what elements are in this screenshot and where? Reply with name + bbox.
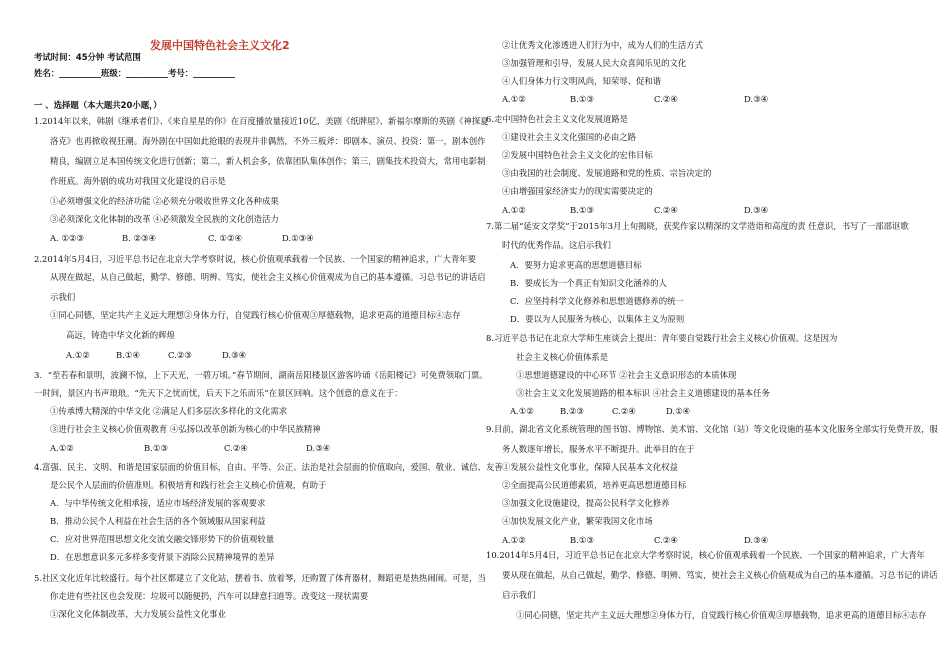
question-line: B．推动公民个人利益在社会生活的各个领域服从国家利益 [50,516,266,526]
question-line: 作班底。海外剧的成功对我国文化建设的启示是 [50,176,226,186]
question-line: ①同心同德，坚定共产主义远大理想②身体力行，自觉践行核心价值观③厚德载物，追求更高的道德目标④志存 [516,610,927,620]
question-line: ③由我国的社会制度、发展道路和党的性质、宗旨决定的 [502,168,712,178]
answer-option: C. ①②④ [208,233,242,243]
answer-option: C.②④ [654,535,678,545]
question-line: 务人数逐年增长，服务水平不断提升。此举目的在于 [502,444,695,454]
question-line: 时代的优秀作品。这启示我们 [502,240,611,250]
question-line: A．要努力追求更高的思想道德目标 [510,260,642,270]
question-line: ①思想道德建设的中心环节 ②社会主义意识形态的本质体现 [516,370,737,380]
answer-option: D.①④ [666,406,691,416]
answer-option: C.②④ [224,443,248,453]
answer-option: B. ②③④ [122,233,157,243]
answer-option: B.①④ [116,350,140,360]
question-line: C．应坚持科学文化修养和思想道德修养的统一 [510,296,684,306]
question-line: ③必须深化文化体制的改革 ④必须激发全民族的文化创造活力 [50,214,279,224]
question-line: ③加强管理和引导，发展人民大众喜闻乐见的文化 [502,58,687,68]
answer-option: D.③④ [222,350,247,360]
question-line: ③社会主义文化发展道路的根本标识 ④社会主义道德建设的基本任务 [516,388,770,398]
question-line: 6.走中国特色社会主义文化发展道路是 [486,114,628,124]
page-title: 发展中国特色社会主义文化2 [150,39,290,52]
question-line: ①传承博大精深的中华文化 ②满足人们多层次多样化的文化需求 [50,406,288,416]
question-line: D．要以为人民服务为核心，以集体主义为原则 [510,314,685,324]
question-line: ②发展中国特色社会主义文化的宏伟目标 [502,150,653,160]
answer-option: A.①② [66,350,90,360]
answer-option: D.①③④ [282,233,314,243]
answer-option: C.②③ [168,350,192,360]
question-line: 7.第二届“延安文学奖”于2015年3月上旬揭晓，获奖作家以精深的文学造诣和高度的责 任意识，书写了一部部讴歌 [486,221,909,231]
answer-option: A.①② [502,94,526,104]
question-line: 10.2014年5月4日，习近平总书记在北京大学考察时说，核心价值观承载着一个民族、一个国家的精神追求，广大青年 [486,550,925,560]
question-line: ①同心同德，坚定共产主义远大理想②身体力行，自觉践行核心价值观③厚德载物，追求更高的道德目标④志存 [50,310,461,320]
question-line: 9.目前，湖北省文化系统管理的图书馆、博物馆、美术馆、文化馆（站）等文化设施的基本文化服务全部实行免费开放，服 [486,424,938,434]
answer-option: B.①③ [144,443,168,453]
question-line: ④人们身体力行文明风尚，知荣辱、促和谐 [502,76,662,86]
question-line: 要从现在做起，从自己做起，勤学、修德、明辨、笃实，使社会主义核心价值观成为自己的基本遵循。习总书记的讲话 [502,570,938,580]
question-line: 精良，编剧立足本国传统文化进行创新；第二，新人机会多，依靠团队集体创作；第三，剧集技术投资大，常用电影制 [50,156,486,166]
answer-option: C.②④ [654,205,678,215]
question-line: 1.2014年以来，韩剧《继承者们》、《来自星星的你》在百度播放量接近10亿，美剧《纸牌屋》、新福尔摩斯的英剧《神探夏 [34,116,489,126]
exam-info: 考试时间：45分钟 考试范围 [34,52,141,62]
answer-option: B.②③ [560,406,584,416]
question-line: ③进行社会主义核心价值观教育 ④弘扬以改革创新为核心的中华民族精神 [50,424,321,434]
question-line: 高远，铸造中华文化新的辉煌 [66,330,175,340]
question-line: A．与中华传统文化相承接，适应市场经济发展的客观要求 [50,498,266,508]
question-line: ②全面提高公民道德素质，培养更高思想道德目标 [502,480,687,490]
question-line: 5.社区文化近年比较盛行。每个社区都建立了文化站，摆着书、放着琴，还购置了体育器材，舞蹈更是热热闹闹。可是，当 [34,573,486,583]
question-line: 从现在做起，从自己做起，勤学、修德、明辨、笃实，使社会主义核心价值观成为自己的基本遵循。习总书记的讲话启 [50,272,486,282]
question-line: C．应对世界范围思想文化交流交融交锋形势下的价值观较量 [50,534,275,544]
answer-option: B.①③ [570,205,594,215]
question-line: 是公民个人层面的价值准则。积极培育和践行社会主义核心价值观，有助于 [50,480,327,490]
question-line: 2.2014年5月4日，习近平总书记在北京大学考察时说，核心价值观承载着一个民族、一个国家的精神追求，广大青年要 [34,254,476,264]
answer-option: D.③④ [744,94,769,104]
section-heading: 一 、选择题（本大题共20小题，） [34,100,162,110]
answer-option: A.①② [50,443,74,453]
question-line: ①发展公益性文化事业，保障人民基本文化权益 [502,462,678,472]
answer-option: B.①③ [570,535,594,545]
question-line: 社会主义核心价值体系是 [516,352,609,362]
question-line: 4.富强、民主、文明、和谐是国家层面的价值目标，自由、平等、公正、法治是社会层面的价值取向，爱国、敬业、诚信、友善 [34,462,503,472]
name-class-id-line: 姓名：__________班级：__________考号：__________ [34,68,235,78]
answer-option: C.②④ [654,94,678,104]
question-line: ③加强文化设施建设，提高公民科学文化修养 [502,498,670,508]
question-line: ①建设社会主义文化强国的必由之路 [502,132,636,142]
answer-option: A.①② [510,406,534,416]
answer-option: C.②④ [612,406,636,416]
question-line: ②让优秀文化渗透进人们行为中，成为人们的生活方式 [502,40,703,50]
answer-option: B.①③ [570,94,594,104]
question-line: ④由增强国家经济实力的现实需要决定的 [502,186,653,196]
question-line: 8.习近平总书记在北京大学师生座谈会上提出：青年要自觉践行社会主义核心价值观。这是因为 [486,333,838,343]
question-line: D．在思想意识多元多样多变背景下消除公民精神境界的差异 [50,552,275,562]
answer-option: D.③④ [306,443,331,453]
question-line: 启示我们 [502,590,536,600]
question-line: 3．“至若春和景明，波澜不惊，上下天光，一碧万顷。”春节期间，湖南岳阳楼景区游客吟诵《岳阳楼记》可免费领取门票。 [34,370,488,380]
question-line: 示我们 [50,292,76,302]
answer-option: D.③④ [744,205,769,215]
question-line: 一时间，景区内书声琅琅。“先天下之忧而忧，后天下之乐而乐”在景区回响。这个创意的意义在于： [34,388,403,398]
question-line: ④加快发展文化产业，繁荣我国文化市场 [502,516,653,526]
question-line: B．要成长为一个真正有知识文化涵养的人 [510,278,667,288]
question-line: 洛克》也再掀收视狂潮。海外剧在中国如此抢眼的表现并非偶然，不外三板斧：即剧本、演员、投资：第一，剧本创作 [50,136,486,146]
question-line: ①深化文化体制改革，大力发展公益性文化事业 [50,609,226,619]
answer-option: A.①② [502,205,526,215]
answer-option: A.①② [502,535,526,545]
question-line: 你走进有些社区也会发现：垃圾可以随便扔，汽车可以肆意扫道等。改变这一现状需要 [50,591,369,601]
question-line: ①必须增强文化的经济功能 ②必须充分吸收世界文化各种成果 [50,196,279,206]
answer-option: A. ①②③ [50,233,84,243]
answer-option: D.③④ [744,535,769,545]
